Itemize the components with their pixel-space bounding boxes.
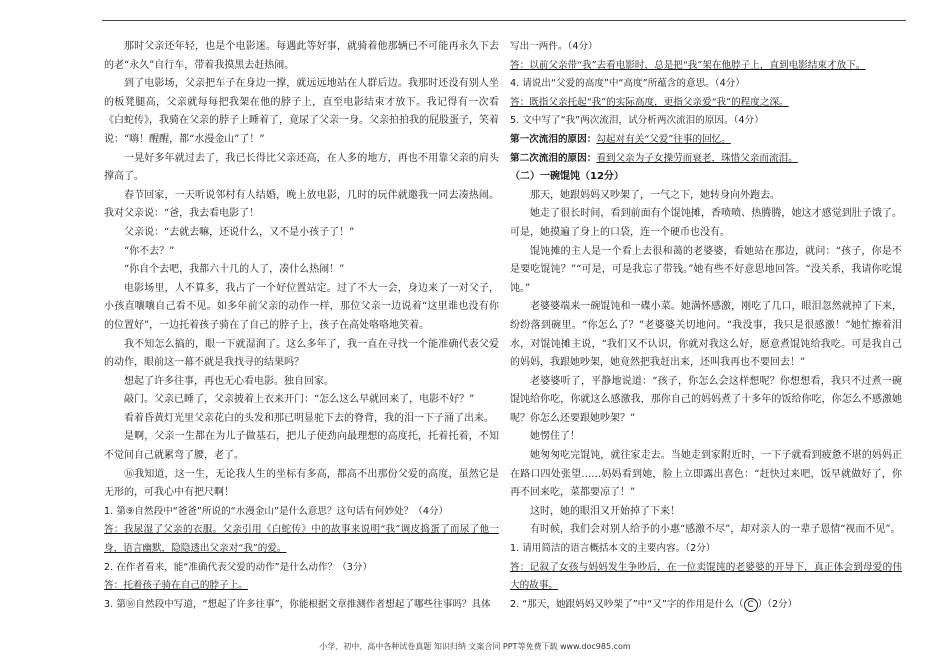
answer-label: 答： (510, 561, 530, 573)
left-column (104, 38, 499, 614)
answer-text: 记叙了女孩与妈妈发生争吵后，在一位卖馄饨的老婆婆的开导下，真正体会到母爱的伟大的故事。 (510, 561, 903, 592)
paragraph: 老婆婆端来一碗馄饨和一碟小菜。她满怀感激，刚吃了几口，眼泪忽然就掉了下来，纷纷落到碗里。“你怎么了？”老婆婆关切地问。“我没事，我只是很感激！”她忙擦着泪水，对馄饨摊主说，“我们又不认识，你就对我这么好，愿意煮馄饨给我吃。可是我自己的妈妈，我跟她吵架，她竟然把我赶出来，还叫我再也不要回去！” (510, 301, 902, 369)
answer-2 (104, 577, 499, 596)
question-5: 5. 文中写了“我”两次流泪，试分析两次流泪的原因。（4分） (510, 115, 764, 127)
paragraph: 她走了很长时间，看到前面有个馄饨摊，香喷喷、热腾腾，她这才感觉到肚子饿了。可是，她摸遍了身上的口袋，连一个硬币也没有。 (510, 208, 902, 238)
question-b1: 1. 请用简洁的语言概括本文的主要内容。（2分） (510, 543, 716, 555)
paragraph: 春节回家，一天听说邻村有人结婚，晚上放电影，几时的玩伴就邀我一同去凑热闹。我对父亲说：“爸，我去看电影了！ (104, 189, 499, 220)
answer-label: 答： (510, 59, 530, 71)
paragraph: 这时，她的眼泪又开始掉了下来！ (530, 505, 680, 517)
answer-label: 答： (104, 524, 124, 536)
answer-4 (510, 94, 902, 113)
paragraph: ⑯我知道，这一生，无论我人生的坐标有多高，都高不出那份父爱的高度，虽然它是无形的，可我心中有把尺啊！ (104, 468, 499, 499)
question-text: 2. “那天，她跟妈妈又吵架了”中“又”字的作用是什么（ (510, 598, 744, 610)
question-points: ）（2分） (757, 598, 798, 610)
paragraph: 老婆婆听了，平静地说道：“孩子，你怎么会这样想呢？你想想看，我只不过煮一碗馄饨给你吃，你就这么感激我，那你自己的妈妈煮了十多年的饭给你吃，你怎么不感激她呢？你怎么还要跟她吵架？” (510, 375, 902, 424)
page-footer: 小学、初中、高中各种试卷真题 知识归纳 文案合同 PPT等免费下载 www.doc985.com (319, 642, 631, 651)
paragraph: 那时父亲还年轻，也是个电影迷。每遇此等好事，就骑着他那辆已不可能再永久下去的老“永久”自行车，带着我摸黑去赶热闹。 (104, 41, 499, 71)
answer-b1 (510, 559, 902, 596)
paragraph: 馄饨摊的主人是一个看上去很和蔼的老婆婆，看她站在那边，就问：“孩子，你是不是要吃馄饨？”“可是，可是我忘了带钱。”她有些不好意思地回答。“没关系，我请你吃馄饨。” (510, 245, 902, 294)
reason-label: 第一次流泪的原因： (510, 133, 597, 145)
answer-text: 以前父亲带“我”去看电影时，总是把“我”架在他脖子上，直到电影结束才放下。 (529, 59, 866, 71)
reason-label: 第二次流泪的原因： (510, 152, 597, 164)
answer-3 (510, 57, 902, 76)
top-rule (102, 20, 906, 21)
answer-text: 托着孩子骑在自己的脖子上。 (123, 580, 248, 592)
question-1: 1. 第⑨自然段中“爸爸”所说的“水漫金山”是什么意思？这句话有何妙处？（4分） (104, 505, 449, 517)
question-2: 2. 在作者看来，能“准确代表父爱的动作”是什么动作？（3分） (104, 561, 373, 573)
paragraph: 看着昏黄灯光里父亲花白的头发和那已明显驼下去的脊背，我的泪一下子涌了出来。 (124, 412, 494, 424)
paragraph: 敲门。父亲已睡了，父亲披着上衣来开门：“怎么这么早就回来了，电影不好？” (124, 394, 475, 406)
paragraph: “你自个去吧，我都六十几的人了，凑什么热闹！” (124, 264, 345, 276)
right-column (510, 38, 902, 614)
paragraph: 她匆匆吃完馄饨，就往家走去。当她走到家附近时，一下子就看到疲惫不堪的妈妈正在路口四处张望……妈妈看到她，脸上立即露出喜色：“赶快过来吧，饭早就做好了，你再不回来吃，菜都要凉了！” (510, 450, 902, 499)
reason-text: 勾起对有关“父爱”往事的回忆。 (596, 133, 731, 145)
paragraph: 电影场里，人不算多，我占了一个好位置站定。过了不大一会，身边来了一对父子，小孩直嚷嚷自己看不见。如多年前父亲的动作一样，那位父亲一边说着“这里谁也没有你的位置好”，一边托着孩子骑在了自己的脖子上，孩子在高处咯咯地笑着。 (104, 282, 499, 331)
second-tears-reason (510, 150, 902, 169)
question-3: 3. 第⑯自然段中写道，“想起了许多往事”，你能根据文章推测作者想起了哪些往事吗？具体 (104, 598, 491, 610)
reason-text: 看到父亲为子女操劳而衰老，珠惜父亲而流泪。 (596, 152, 798, 164)
paragraph: 我不知怎么搞的，眼一下就湿润了。这么多年了，我一直在寻找一个能准确代表父爱的动作，眼前这一幕不就是我找寻的结果吗？ (104, 338, 499, 369)
paragraph: 那天，她跟妈妈又吵架了，一气之下，她转身向外跑去。 (530, 189, 780, 201)
paragraph: 父亲说：“去就去嘛，还说什么，又不是小孩子了！” (124, 226, 355, 238)
paragraph: 她愣住了！ (530, 431, 580, 443)
paragraph: 到了电影场，父亲把车子在身边一撑，就远远地站在人群后边。我那时还没有别人坐的板凳腿高，父亲就每每把我架在他的脖子上，直至电影结束才放下。我记得有一次看《白蛇传》，我骑在父亲的脖子上睡着了，竟尿了父亲一身。父亲拍拍我的屁股蛋子，笑着说：“嗨！醒醒，都“水漫金山”了！” (104, 78, 499, 145)
question-b2 (510, 596, 902, 615)
paragraph: 一晃好多年就过去了，我已长得比父亲还高，在人多的地方，再也不用靠父亲的肩头撑高了。 (104, 152, 499, 183)
answer-text: 既指父亲托起“我”的实际高度，更指父亲爱“我”的程度之深。 (529, 96, 789, 108)
answer-choice: C (744, 598, 758, 612)
answer-label: 答： (510, 96, 530, 108)
paragraph: “你不去？” (124, 245, 175, 257)
paragraph: 想起了许多往事，再也无心看电影。独自回家。 (124, 375, 334, 387)
question-3-continued: 写出一两件。（4分） (510, 41, 598, 52)
answer-label: 答： (104, 580, 124, 592)
section-title: （二）一碗馄饨（12分） (510, 171, 624, 183)
answer-1 (104, 521, 499, 558)
first-tears-reason (510, 131, 902, 150)
answer-text: 我尿湿了父亲的衣服。父亲引用《白蛇传》中的故事来说明“我”调皮捣蛋了而尿了他一身，语言幽默，隐隐透出父亲对“我”的爱。 (104, 524, 500, 555)
paragraph: 是啊，父亲一生都在为儿子做基石，把儿子使劲向最理想的高度托，托着托着，不知不觉间自己就累弯了腰，老了。 (104, 431, 499, 462)
question-4: 4. 请说出“父爱的高度”中“高度”所蕴含的意思。（4分） (510, 78, 745, 90)
paragraph: 有时候，我们会对别人给予的小惠“感激不尽”，却对亲人的一辈子恩情“视而不见”。 (530, 524, 901, 536)
